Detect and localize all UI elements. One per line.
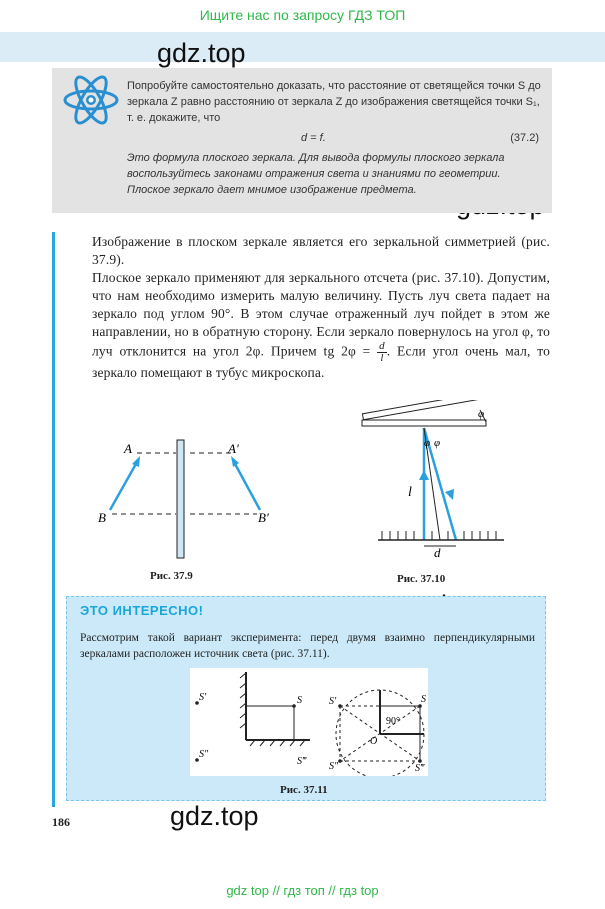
object-arrowhead <box>132 456 140 467</box>
body-text <box>92 233 550 382</box>
mirror <box>177 440 184 558</box>
formula-line <box>127 126 545 150</box>
fig11-o: O <box>370 736 378 747</box>
image-arrow <box>234 462 260 510</box>
task-note: Это формула плоского зеркала. Для вывода формулы плоского зеркала воспользуйтесь законами отражения света и знаниями по геометрии. Плоское зеркало дает мнимое изображение предмета. <box>127 152 505 196</box>
interesting-text: Рассмотрим такой вариант эксперимента: перед двумя взаимно перпендикулярными зеркалами расположен источник света (рис. 37.11). <box>80 632 535 660</box>
reflected-arrowhead <box>445 489 454 500</box>
incident-arrowhead <box>419 470 429 480</box>
paragraph-2 <box>92 269 550 382</box>
figure-37-11 <box>190 668 428 776</box>
caption-37-9: Рис. 37.9 <box>150 570 193 582</box>
image-arrowhead <box>231 456 239 467</box>
fig11-r-s1: S′ <box>329 696 337 707</box>
label-phi-1: φ <box>424 437 431 449</box>
paragraph-2a: Плоское зеркало применяют для зеркального отсчета (рис. 37.10). Допустим, что нам необходимо измерить малую величину. Пусть луч света падает на зеркало под углом 90°. В этом случае отраженный луч пойдет в этом же направлении, но в обратную сторону. Если зеркало повернулось на угол φ, то луч отклонится на угол 2φ. Причем tg 2φ = <box>92 270 550 359</box>
fig11-s1: S′ <box>199 692 207 703</box>
fig11-r-s2: S″ <box>329 761 339 772</box>
label-b-prime: B′ <box>258 510 269 525</box>
label-l: l <box>408 485 412 500</box>
label-phi-2: φ <box>434 437 441 449</box>
atom-icon <box>62 74 120 131</box>
base-mirror <box>362 420 486 426</box>
fraction <box>377 341 387 364</box>
formula: d = f. <box>301 132 326 144</box>
figure-37-9 <box>92 430 292 570</box>
caption-37-11: Рис. 37.11 <box>280 784 328 796</box>
figure-37-10 <box>356 400 516 570</box>
header-strip <box>0 32 605 62</box>
label-d: d <box>434 545 441 560</box>
label-b: B <box>98 510 106 525</box>
paragraph-1: Изображение в плоском зеркале является его зеркальной симметрией (рис. 37.9). <box>92 234 550 267</box>
fig11-r-s3: S‴ <box>415 763 425 774</box>
fig11-90: 90° <box>386 716 400 727</box>
paragraph-2b: . Если угол очень мал, то зеркало помещают в тубус микроскопа. <box>92 343 550 380</box>
task-question: Попробуйте самостоятельно доказать, что расстояние от светящейся точки S до зеркала Z равно расстоянию от зеркала Z до изображения светящейся точки S₁, т. е. докажите, что <box>127 80 541 124</box>
interesting-title: ЭТО ИНТЕРЕСНО! <box>80 603 204 618</box>
fraction-numerator: d <box>379 340 385 352</box>
page-number: 186 <box>52 815 70 829</box>
watermark: gdz.top <box>170 801 259 831</box>
fraction-denominator: l <box>380 352 384 364</box>
fig11-s3: S‴ <box>297 756 307 767</box>
top-banner[interactable]: Ищите нас по запросу ГДЗ ТОП <box>199 7 406 23</box>
fig11-r-s: S <box>421 694 426 705</box>
label-a: A <box>124 441 132 456</box>
formula-number: (37.2) <box>510 132 539 144</box>
fig11-s: S <box>297 695 302 706</box>
fig11-s2: S″ <box>199 749 209 760</box>
object-arrow <box>110 462 137 510</box>
rotated-mirror <box>362 400 485 420</box>
task-text <box>127 78 545 198</box>
label-a-prime: A′ <box>228 441 239 456</box>
label-phi-top: φ <box>478 408 485 420</box>
caption-37-10: Рис. 37.10 <box>397 573 446 585</box>
section-bar <box>52 232 55 807</box>
watermark: gdz.top <box>157 38 246 68</box>
bottom-links[interactable]: gdz top // гдз топ // гдз top <box>226 883 379 898</box>
